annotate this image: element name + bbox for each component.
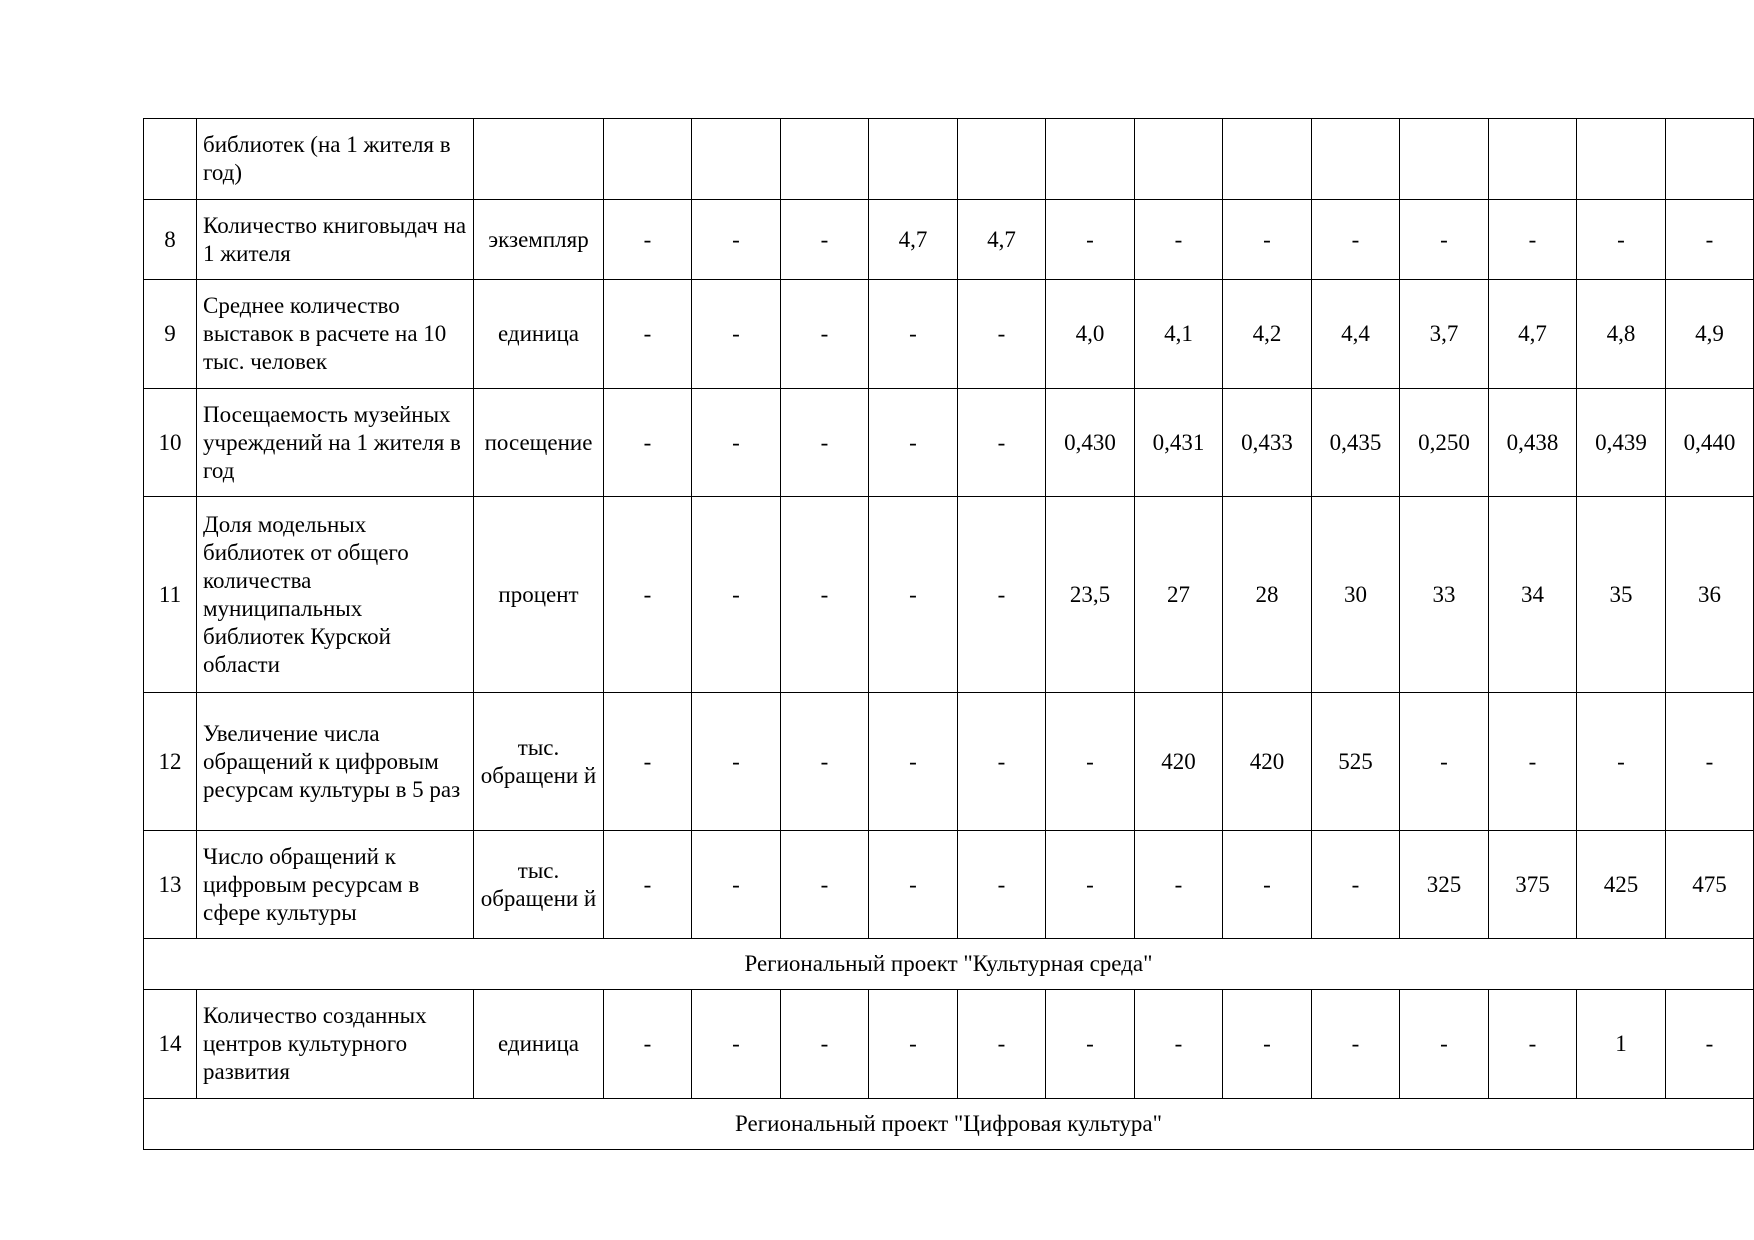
value-cell: 0,435	[1312, 389, 1400, 497]
value-cell: -	[692, 497, 781, 693]
value-cell: 4,2	[1223, 280, 1312, 389]
table-row	[144, 693, 1754, 831]
value-cell: -	[1135, 990, 1223, 1099]
value-cell: -	[1135, 831, 1223, 939]
section-row	[144, 1099, 1754, 1150]
value-cell: -	[1046, 990, 1135, 1099]
value-cell: -	[1046, 200, 1135, 280]
section-row	[144, 939, 1754, 990]
value-cell: -	[1489, 693, 1577, 831]
value-cell: 0,433	[1223, 389, 1312, 497]
value-cell: 23,5	[1046, 497, 1135, 693]
value-cell: 3,7	[1400, 280, 1489, 389]
value-cell: 0,438	[1489, 389, 1577, 497]
value-cell: -	[1666, 990, 1754, 1099]
section-title: Региональный проект "Цифровая культура"	[144, 1099, 1754, 1150]
value-cell	[1135, 119, 1223, 200]
value-cell: 475	[1666, 831, 1754, 939]
value-cell: -	[958, 693, 1046, 831]
value-cell: 33	[1400, 497, 1489, 693]
value-cell	[1400, 119, 1489, 200]
value-cell	[1666, 119, 1754, 200]
value-cell: -	[1489, 990, 1577, 1099]
value-cell: -	[781, 497, 869, 693]
indicators-table	[143, 118, 1754, 1150]
value-cell: -	[604, 280, 692, 389]
value-cell: -	[869, 831, 958, 939]
value-cell: -	[1223, 990, 1312, 1099]
indicator-name: Количество созданных центров культурного развития	[197, 990, 474, 1099]
value-cell: -	[958, 389, 1046, 497]
value-cell: -	[1312, 831, 1400, 939]
value-cell: -	[781, 990, 869, 1099]
value-cell: -	[781, 831, 869, 939]
value-cell: 34	[1489, 497, 1577, 693]
row-number: 11	[144, 497, 197, 693]
value-cell: -	[1135, 200, 1223, 280]
value-cell: -	[692, 389, 781, 497]
row-number: 8	[144, 200, 197, 280]
table-row	[144, 119, 1754, 200]
value-cell: -	[1577, 200, 1666, 280]
indicator-name: библиотек (на 1 жителя в год)	[197, 119, 474, 200]
value-cell: -	[781, 389, 869, 497]
indicator-name: Увеличение числа обращений к цифровым ресурсам культуры в 5 раз	[197, 693, 474, 831]
value-cell: 35	[1577, 497, 1666, 693]
table-row	[144, 497, 1754, 693]
value-cell: 4,1	[1135, 280, 1223, 389]
value-cell: 4,7	[1489, 280, 1577, 389]
unit-cell: тыс. обращени й	[474, 831, 604, 939]
value-cell: -	[604, 389, 692, 497]
unit-cell: экземпляр	[474, 200, 604, 280]
row-number: 13	[144, 831, 197, 939]
value-cell: 425	[1577, 831, 1666, 939]
value-cell: 4,7	[869, 200, 958, 280]
value-cell: -	[869, 497, 958, 693]
value-cell: -	[781, 693, 869, 831]
value-cell: -	[781, 200, 869, 280]
value-cell: -	[1489, 200, 1577, 280]
value-cell: -	[1577, 693, 1666, 831]
row-number: 10	[144, 389, 197, 497]
value-cell: -	[692, 280, 781, 389]
value-cell: -	[958, 497, 1046, 693]
table-body	[144, 119, 1754, 1150]
value-cell: -	[604, 831, 692, 939]
value-cell: 0,250	[1400, 389, 1489, 497]
value-cell: 30	[1312, 497, 1400, 693]
value-cell: -	[1046, 693, 1135, 831]
unit-cell	[474, 119, 604, 200]
value-cell: 36	[1666, 497, 1754, 693]
indicator-name: Количество книговыдач на 1 жителя	[197, 200, 474, 280]
value-cell	[1046, 119, 1135, 200]
value-cell: 4,0	[1046, 280, 1135, 389]
value-cell: 28	[1223, 497, 1312, 693]
indicator-name: Посещаемость музейных учреждений на 1 жителя в год	[197, 389, 474, 497]
value-cell: -	[1223, 200, 1312, 280]
value-cell: -	[958, 280, 1046, 389]
value-cell: -	[604, 990, 692, 1099]
row-number: 14	[144, 990, 197, 1099]
value-cell: -	[1666, 200, 1754, 280]
value-cell: -	[958, 990, 1046, 1099]
value-cell: 325	[1400, 831, 1489, 939]
value-cell: -	[869, 280, 958, 389]
unit-cell: тыс. обращени й	[474, 693, 604, 831]
value-cell	[1489, 119, 1577, 200]
value-cell: -	[1400, 200, 1489, 280]
row-number: 12	[144, 693, 197, 831]
value-cell: 27	[1135, 497, 1223, 693]
unit-cell: процент	[474, 497, 604, 693]
indicator-name: Число обращений к цифровым ресурсам в сфере культуры	[197, 831, 474, 939]
indicator-name: Среднее количество выставок в расчете на 10 тыс. человек	[197, 280, 474, 389]
value-cell: -	[1666, 693, 1754, 831]
value-cell: -	[604, 693, 692, 831]
value-cell: 4,9	[1666, 280, 1754, 389]
value-cell	[781, 119, 869, 200]
value-cell: -	[1312, 990, 1400, 1099]
section-title: Региональный проект "Культурная среда"	[144, 939, 1754, 990]
row-number: 9	[144, 280, 197, 389]
unit-cell: единица	[474, 990, 604, 1099]
value-cell: -	[604, 497, 692, 693]
value-cell: 4,8	[1577, 280, 1666, 389]
unit-cell: единица	[474, 280, 604, 389]
value-cell: -	[1223, 831, 1312, 939]
table-row	[144, 200, 1754, 280]
value-cell: 420	[1135, 693, 1223, 831]
value-cell: 420	[1223, 693, 1312, 831]
value-cell	[692, 119, 781, 200]
value-cell: 0,430	[1046, 389, 1135, 497]
indicator-name: Доля модельных библиотек от общего количества муниципальных библиотек Курской области	[197, 497, 474, 693]
value-cell: 0,440	[1666, 389, 1754, 497]
value-cell: -	[781, 280, 869, 389]
value-cell	[869, 119, 958, 200]
value-cell: 0,439	[1577, 389, 1666, 497]
value-cell: -	[1312, 200, 1400, 280]
value-cell	[1577, 119, 1666, 200]
value-cell: -	[958, 831, 1046, 939]
row-number	[144, 119, 197, 200]
value-cell: -	[692, 990, 781, 1099]
value-cell: -	[869, 693, 958, 831]
value-cell	[1223, 119, 1312, 200]
value-cell: 0,431	[1135, 389, 1223, 497]
value-cell: -	[869, 990, 958, 1099]
unit-cell: посещение	[474, 389, 604, 497]
value-cell	[958, 119, 1046, 200]
value-cell	[604, 119, 692, 200]
table-row	[144, 990, 1754, 1099]
value-cell: -	[1046, 831, 1135, 939]
value-cell	[1312, 119, 1400, 200]
table-row	[144, 831, 1754, 939]
value-cell: -	[1400, 693, 1489, 831]
value-cell: 4,7	[958, 200, 1046, 280]
value-cell: -	[869, 389, 958, 497]
value-cell: 1	[1577, 990, 1666, 1099]
value-cell: -	[1400, 990, 1489, 1099]
table-row	[144, 389, 1754, 497]
value-cell: 375	[1489, 831, 1577, 939]
value-cell: -	[692, 200, 781, 280]
value-cell: -	[692, 831, 781, 939]
value-cell: 4,4	[1312, 280, 1400, 389]
value-cell: 525	[1312, 693, 1400, 831]
value-cell: -	[692, 693, 781, 831]
table-row	[144, 280, 1754, 389]
value-cell: -	[604, 200, 692, 280]
